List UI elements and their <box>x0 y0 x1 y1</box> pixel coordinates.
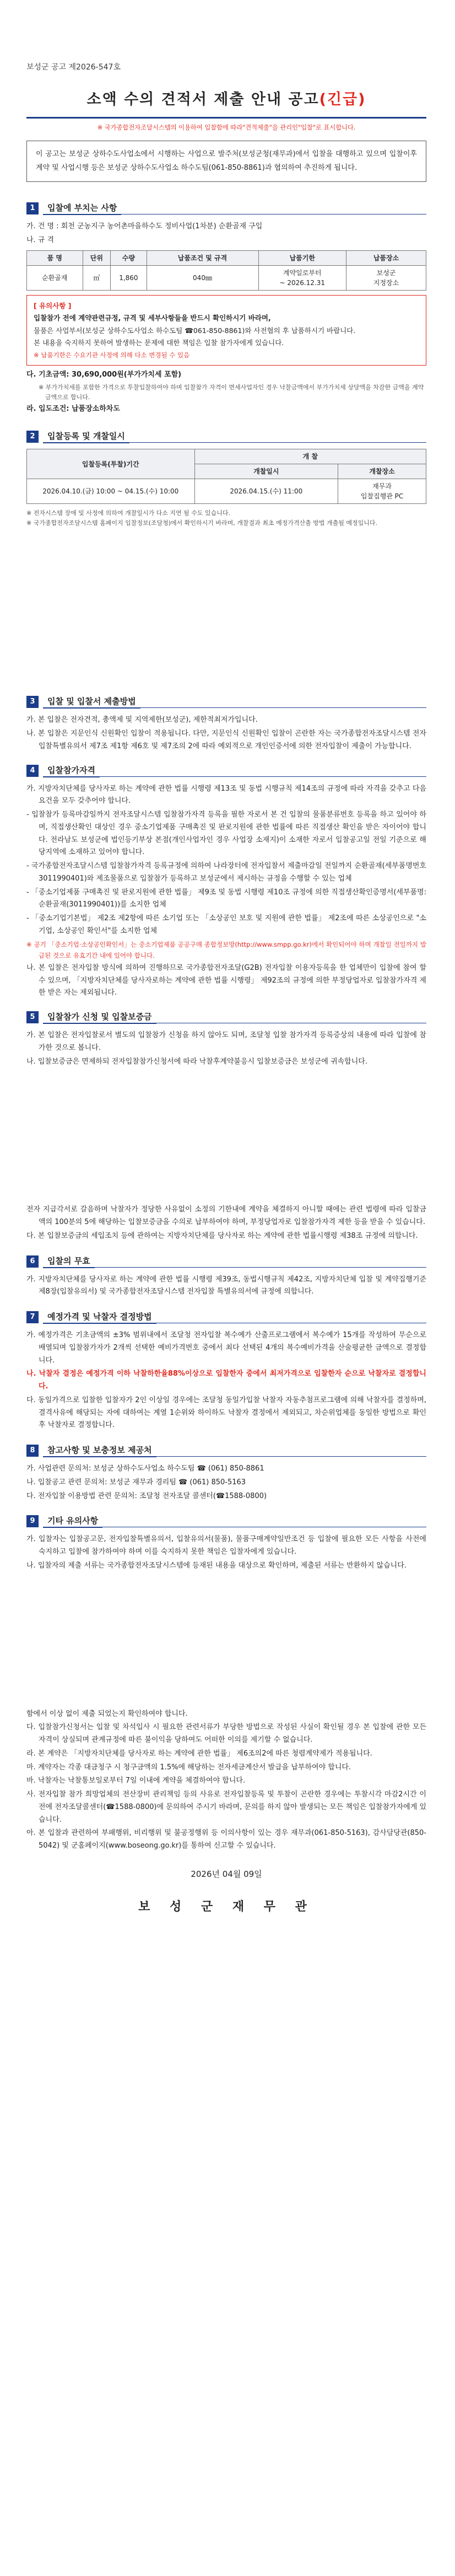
section-number: 5 <box>26 1011 39 1023</box>
th-place: 납품장소 <box>346 250 426 265</box>
section-rule <box>102 1515 426 1527</box>
section-rule <box>121 202 426 214</box>
s7-line: 가. 예정가격은 기초금액의 ±3% 범위내에서 조달청 전자입찰 복수예가 산출프로그램에서 복수예가 15개를 작성하여 무순으로 배열되며 입찰참가자가 2개씩 선택한 예비가격번호 중에서 최다 선택된 4개의 복수예비가격을 산술평균한 금액으로 결정합니다. <box>26 1331 426 1365</box>
s4-note: ※ 공기 「중소기업·소상공인확인서」는 중소기업제품 공공구매 종합정보망(http://www.smpp.go.kr)에서 확인되어야 하며 개찰일 전일까지 발급된 것으로 유효기간 내에 있어야 합니다. <box>26 940 426 959</box>
section-number: 6 <box>26 1255 39 1268</box>
s9-line: 나. 입찰자의 제출 서류는 국가종합전자조달시스템에 등재된 내용을 대상으로 확인하며, 제출된 서류는 반환하지 않습니다. <box>26 1561 407 1570</box>
s5-line: 가. 본 입찰은 전자입찰로서 별도의 입찰참가 신청을 하지 않아도 되며, 조달청 입찰 참가자격 등록증상의 내용에 따라 입찰에 참가한 것으로 봅니다. <box>26 1031 426 1052</box>
s1-spec-label: 나. 규 격 <box>26 236 55 244</box>
th-item: 품 명 <box>27 250 83 265</box>
s8-line: 다. 전자입찰 이용방법 관련 문의처: 조달청 전자조달 콜센터(☎1588-0800) <box>26 1491 267 1500</box>
caution-line: 본 내용을 숙지하지 못하여 발생하는 문제에 대한 책임은 입찰 참가자에게 있습니다. <box>34 339 284 347</box>
section-3-header <box>26 695 426 709</box>
section-5-continued <box>26 1204 426 1242</box>
section-title: 입찰등록 및 개찰일시 <box>43 430 129 443</box>
caution-line: 물품은 사업부서(보성군 상하수도사업소 하수도팀 ☎061-850-8861)와 사전협의 후 납품하시기 바랍니다. <box>34 326 356 335</box>
s2-note: ※ 국가종합전자조달시스템 홈페이지 입찰정보(조달청)에서 확인하시기 바라며, 개찰결과 최초 예정가격산출 방법 개출될 예정입니다. <box>26 519 378 527</box>
cell-deadline: 계약일로부터 ~ 2026.12.31 <box>258 265 346 290</box>
cell-qty: 1,860 <box>111 265 147 290</box>
section-1 <box>26 202 426 416</box>
th-unit: 단위 <box>83 250 111 265</box>
th-registration: 입찰등록(투찰)기간 <box>27 449 195 479</box>
s9-line: 바. 낙찰자는 낙찰통보일로부터 7일 이내에 계약을 체결하여야 합니다. <box>26 1777 246 1785</box>
cell-registration-period: 2026.04.10.(금) 10:00 ~ 04.15.(수) 10:00 <box>27 479 195 504</box>
section-rule <box>140 696 426 708</box>
s3-line: 나. 본 입찰은 지문인식 신원확인 입찰이 적용됩니다. 다만, 지문인식 신원확인 입찰이 곤란한 자는 국가종합전자조달시스템 전자입찰특별유의서 제7조 제1항 제6호 및 제7조의 2에 따라 예외적으로 개인인증서에 의한 전자입찰이 제출이 가능합니다. <box>26 729 426 750</box>
cell-open-place: 재무과 입찰집행관 PC <box>338 479 426 504</box>
section-rule <box>156 1311 426 1323</box>
caution-line: ※ 납품기한은 수요기관 사정에 의해 다소 변경될 수 있음 <box>34 351 190 359</box>
section-6 <box>26 1255 426 1299</box>
s9-line: 마. 계약자는 각종 대금청구 시 청구금액의 1.5%에 해당하는 전자세금계산서 발급을 납부하여야 합니다. <box>26 1763 351 1772</box>
s5-line: 전자 지급각서로 갈음하며 낙찰자가 정당한 사유없이 소정의 기한내에 계약을 체결하지 아니할 때에는 관련 법령에 따라 입찰금액의 100분의 5에 해당하는 입찰보증금을 수의로 납부하여야 하며, 부정당업자로 입찰참가자격 제한 등을 받을 수 있습니다. <box>26 1205 426 1227</box>
s3-line: 가. 본 입찰은 전자견적, 총액제 및 지역제한(보성군), 제한적최저가입니다. <box>26 716 258 724</box>
section-title: 입찰에 부치는 사항 <box>43 202 121 215</box>
blank-gap <box>26 1076 426 1203</box>
s7-line: 나. 낙찰자 결정은 예정가격 이하 낙찰하한율88%이상으로 입찰한자 중에서 최저가격으로 입찰한자 순으로 낙찰자로 결정합니다. <box>26 1370 426 1391</box>
s1-delivery: 라. 입도조건: 납품장소하차도 <box>26 405 120 414</box>
section-number: 1 <box>26 202 39 214</box>
section-7-header <box>26 1311 426 1324</box>
cell-unit: ㎥ <box>83 265 111 290</box>
th-opening: 개 찰 <box>194 449 426 464</box>
table-row <box>27 479 426 504</box>
section-title: 입찰의 무효 <box>43 1255 95 1268</box>
table-row <box>27 265 426 290</box>
blank-gap <box>26 1580 426 1707</box>
spec-table-header <box>27 250 426 265</box>
s9-line: 함에서 이상 없이 제출 되었는지 확인하여야 합니다. <box>26 1709 188 1718</box>
section-number: 3 <box>26 696 39 708</box>
section-8 <box>26 1444 426 1502</box>
section-rule <box>100 765 426 777</box>
th-spec: 납품조건 및 규격 <box>147 250 258 265</box>
schedule-header-row-1 <box>27 449 426 464</box>
s5-line: 나. 입찰보증금은 면제하되 전자입찰참가신청서에 따라 낙찰후계약불응시 입찰보증금은 보성군에 귀속합니다. <box>26 1057 367 1066</box>
section-title: 예정가격 및 낙찰자 결정방법 <box>43 1311 156 1324</box>
title-subnote: ※ 국가종합전자조달시스템의 이용하여 입찰함에 따라"견적제출"을 관리인"입찰"로 표시합니다. <box>97 123 356 131</box>
s4-line: - 입찰참가 등록마감일까지 전자조달시스템 입찰참가자격 등록을 필한 자로서 본 건 입찰의 물품분류번호 등록을 하고 있어야 하며, 직접생산확인 대상인 경우 중소기업제품 구매촉진 및 판로지원에 관한 법률에 따른 직접생산 확인을 받은 자이어야 합니다. 전라남도 보성군에 법인등기부상 본점(개인사업자인 경우 사업장 소재지)이 소재한 자로서 입찰공고일 전일 기준으로 해당지역에 소재하고 있어야 합니다. <box>26 811 426 857</box>
s4-line: 가. 지방자치단체를 당사자로 하는 계약에 관한 법률 시행령 제13조 및 동법 시행규칙 제14조의 규정에 따라 자격을 갖추고 다음 요건을 모두 갖추어야 합니다. <box>26 784 426 806</box>
s1-base-price <box>26 369 426 382</box>
cell-item: 순환골재 <box>27 265 83 290</box>
th-open-place: 개찰장소 <box>338 464 426 479</box>
section-title: 입찰참가자격 <box>43 764 100 777</box>
section-rule <box>156 1445 426 1457</box>
title-urgent: (긴급) <box>319 90 366 108</box>
section-title: 기타 유의사항 <box>43 1515 102 1528</box>
issuer: 보 성 군 재 무 관 <box>138 1900 315 1914</box>
notice-date: 2026년 04월 09일 <box>191 1869 262 1879</box>
s4-line: - 국가종합전자조달시스템 입찰참가자격 등록규정에 의하여 나라장터에 전자입찰서 제출마감일 전일까지 순환골재(세부품명번호 3011990401)와 제조물품으로 입찰참가 등록하고 보성군에서 제시하는 규정을 수행할 수 있는 업체 <box>26 862 426 883</box>
section-rule <box>156 1011 426 1023</box>
s2-note: ※ 전자시스템 장애 및 사정에 의하여 개찰일시가 다소 지연 될 수도 있습니다. <box>26 509 230 517</box>
base-price-text: 다. 기초금액: 30,690,000원(부가가치세 포함) <box>26 371 182 379</box>
s4-line: 나. 본 입찰은 전자입찰 방식에 의하여 진행하므로 국가종합전자조달(G2B) 전자입찰 이용자등록을 한 업체만이 입찰에 참여 할 수 있으며, 「지방자치단체를 당사자로하는 계약에 관한 법률 시행령」 제92조의 규정에 의한 부정당업자로 입찰참가자격 제한 받은 자는 제외됩니다. <box>26 963 426 997</box>
section-8-header <box>26 1444 426 1457</box>
s4-line: - 「중소기업제품 구매촉진 및 판로지원에 관한 법률」 제9조 및 동법 시행령 제10조 규정에 의한 직접생산확인증명서(세부품명: 순환골재(3011990401))를 소지한 업체 <box>26 888 426 909</box>
section-number: 4 <box>26 765 39 777</box>
intro-box: 이 공고는 보성군 상하수도사업소에서 시행하는 사업으로 발주처(보성군청(재무과)에서 입찰을 대행하고 있으며 입찰이후 계약 및 사업시행 등은 보성군 상하수도사업소 하수도팀(061-850-8861)과 협의하여 추진하게 됩니다. <box>26 141 426 182</box>
s7-line: 다. 동일가격으로 입찰한 입찰자가 2인 이상일 경우에는 조달청 동일가입찰 낙찰자 자동추첨프로그램에 의해 낙찰자를 결정하며, 결격사유에 해당되는 자에 대하여는 계열 1순위와 하이하도 낙찰자 결정에서 제외되고, 차순위업체를 동일한 방법으로 확인 후 낙찰자로 결정합니다. <box>26 1396 426 1430</box>
section-4-header <box>26 764 426 777</box>
schedule-table <box>26 449 426 504</box>
th-qty: 수량 <box>111 250 147 265</box>
section-5-header <box>26 1011 426 1024</box>
section-number: 9 <box>26 1515 39 1527</box>
page-title <box>26 87 426 119</box>
s8-line: 가. 사업관련 문의처: 보성군 상하수도사업소 하수도팀 ☎ (061) 850-8861 <box>26 1464 264 1473</box>
th-open-date: 개찰일시 <box>194 464 338 479</box>
section-6-header <box>26 1255 426 1268</box>
s8-line: 나. 입찰공고 관련 문의처: 보성군 재무과 경리팀 ☎ (061) 850-5163 <box>26 1478 246 1486</box>
cell-place: 보성군 지정장소 <box>346 265 426 290</box>
section-2 <box>26 430 426 528</box>
section-title: 참고사항 및 보충정보 제공처 <box>43 1444 156 1457</box>
s6-line: 가. 지방자치단체를 당사자로 하는 계약에 관한 법률 시행령 제39조, 동법시행규칙 제42조, 지방자치단체 입찰 및 계약집행기준 제8장(입찰유의서) 및 국가종합전자조달시스템 전자입찰 특별유의서에 규정에 의합니다. <box>26 1275 426 1296</box>
s1-name: 가. 건 명 : 회천 군농지구 농어촌마을하수도 정비사업(1차분) 순환골재 구입 <box>26 222 263 231</box>
s9-line: 사. 전자입찰 참가 희망업체의 전산장비 관리책임 등의 사유로 전자입찰등록 및 투찰이 곤란한 경우에는 투찰시각 마감2시간 이전에 전자조달콜센터(☎1588-0800)에 문의하여 주시기 바라며, 문의를 하지 않아 발생되는 모든 책임은 입찰참가자에게 있습니다. <box>26 1790 426 1824</box>
title-main: 소액 수의 견적서 제출 안내 공고 <box>86 90 319 108</box>
s5-line: 다. 본 입찰보증금의 세입조치 등에 관하여는 지방자치단체를 당사자로 하는 계약에 관한 법률시행령 제38조 규정에 의합니다. <box>26 1231 418 1240</box>
spec-table <box>26 250 426 291</box>
section-1-header <box>26 202 426 215</box>
section-9-header <box>26 1515 426 1528</box>
section-number: 2 <box>26 431 39 443</box>
document-number: 보성군 공고 제2026-547호 <box>26 63 121 72</box>
section-number: 8 <box>26 1445 39 1457</box>
caution-box <box>26 295 426 366</box>
section-2-header <box>26 430 426 443</box>
section-7 <box>26 1311 426 1432</box>
section-title: 입찰참가 신청 및 입찰보증금 <box>43 1011 156 1024</box>
section-number: 7 <box>26 1311 39 1323</box>
s1-vat-note: ※ 부가가치세를 포함한 가격으로 투찰입찰하여야 하며 입찰참가 자격이 면세사업자인 경우 낙찰금액에서 부가가치세 상당액을 차감한 금액을 계약금액으로 합니다. <box>39 384 424 401</box>
s9-line: 다. 입찰참가신청서는 입찰 및 차석입사 시 필요한 관련서류가 부당한 방법으로 작성된 사실이 확인될 경우 본 입찰에 관한 모든 자격이 상실되며 관계규정에 따른 불이익을 당하여도 어떠한 이의를 제기할 수 없습니다. <box>26 1723 426 1745</box>
th-deadline: 납품기한 <box>258 250 346 265</box>
section-4 <box>26 764 426 1000</box>
caution-heading: [ 유의사항 ] <box>34 301 72 310</box>
s9-line: 아. 본 입찰과 관련하여 부패행위, 비리행위 및 불공정행위 등 이의사항이 있는 경우 재무과(061-850-5163), 감사담당관(850-5042) 및 군홈페이지(www.boseong.go.kr)를 통하여 신고할 수 있습니다. <box>26 1829 426 1850</box>
section-rule <box>129 431 426 443</box>
section-5 <box>26 1011 426 1068</box>
section-9 <box>26 1515 426 1572</box>
caution-line: 입찰참가 전에 계약관련규정, 규격 및 세부사항들을 반드시 확인하시기 바라며, <box>34 314 271 323</box>
s9-line: 라. 본 계약은 「지방자치단체를 당사자로 하는 계약에 관한 법률」 제6조의2에 따른 청렴계약제가 적용됩니다. <box>26 1749 372 1758</box>
section-3 <box>26 695 426 753</box>
section-rule <box>95 1255 426 1268</box>
s9-line: 가. 입찰자는 입찰공고문, 전자입찰특별유의서, 입찰유의서(물품), 물품구매계약일반조건 등 입찰에 필요한 모든 사항을 사전에 숙지하고 입찰에 참가하여야 하며 이를 숙지하지 못한 책임은 입찰자에게 있습니다. <box>26 1535 426 1557</box>
section-title: 입찰 및 입찰서 제출방법 <box>43 695 140 709</box>
s4-line: - 「중소기업기본법」 제2조 제2항에 따른 소기업 또는 「소상공인 보호 및 지원에 관한 법률」 제2조에 따른 소상공인으로 "소기업, 소상공인 확인서"를 소지한 업체 <box>26 914 426 935</box>
cell-open-date: 2026.04.15.(수) 11:00 <box>194 479 338 504</box>
cell-spec: 040㎜ <box>147 265 258 290</box>
blank-gap <box>26 535 426 695</box>
section-9-continued <box>26 1708 426 1853</box>
